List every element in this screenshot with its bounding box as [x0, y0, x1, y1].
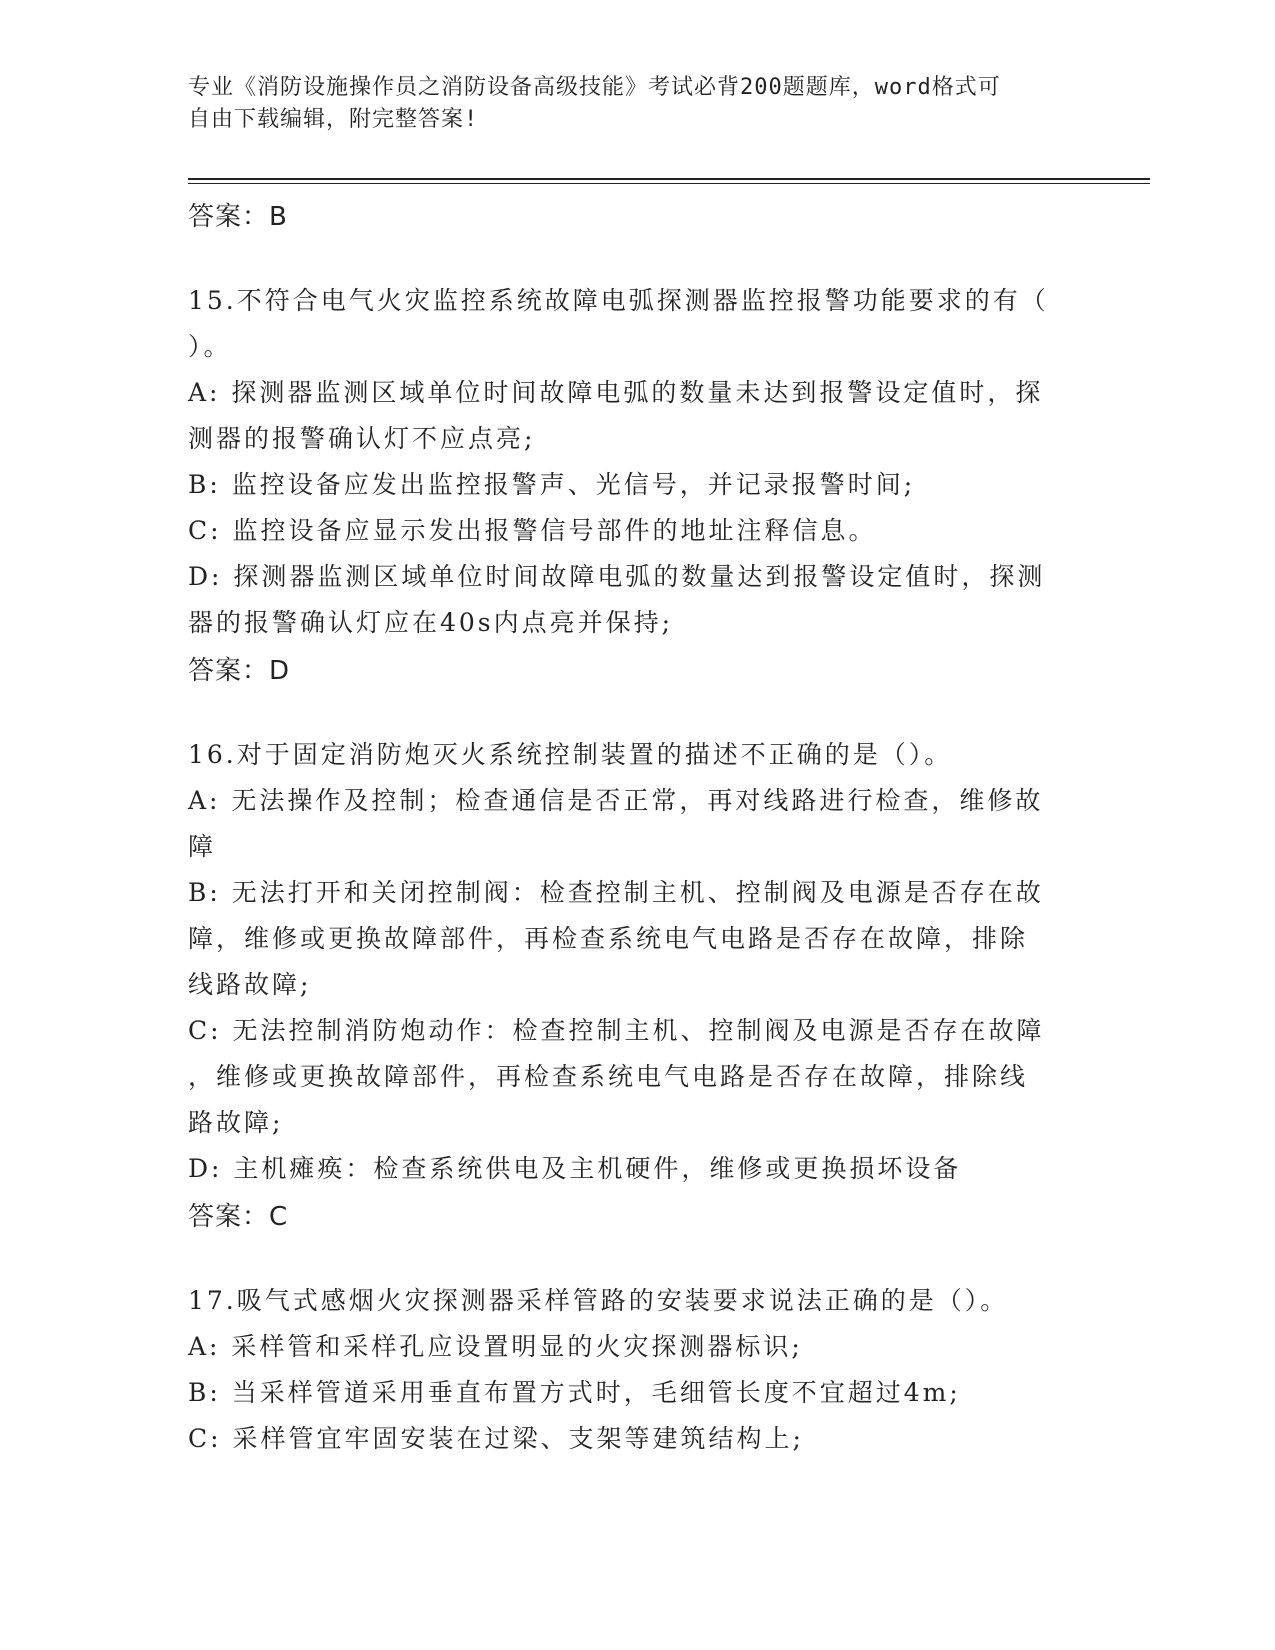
header-rule-thin [188, 183, 1150, 184]
question-17-option-b: B: 当采样管道采用垂直布置方式时，毛细管长度不宜超过4m; [188, 1378, 961, 1407]
question-17 [188, 1278, 1088, 1462]
spacer [188, 242, 1088, 278]
question-16-option-c: C: 无法控制消防炮动作：检查控制主机、控制阀及电源是否存在故障 [188, 1016, 1045, 1045]
question-15-option-d-cont: 器的报警确认灯应在40s内点亮并保持; [188, 608, 674, 637]
answer-previous: 答案：B [188, 202, 288, 232]
question-16 [188, 732, 1088, 1242]
question-17-option-a: A: 采样管和采样孔应设置明显的火灾探测器标识; [188, 1332, 803, 1361]
question-15-option-d: D: 探测器监测区域单位时间故障电弧的数量达到报警设定值时，探测 [188, 562, 1046, 591]
header-line-1: 专业《消防设施操作员之消防设备高级技能》考试必背200题题库，word格式可 [188, 75, 1001, 100]
question-16-option-a: A: 无法操作及控制；检查通信是否正常，再对线路进行检查，维修故 [188, 786, 1044, 815]
question-15-option-c: C: 监控设备应显示发出报警信号部件的地址注释信息。 [188, 516, 877, 545]
question-16-line-1: 16.对于固定消防炮灭火系统控制装置的描述不正确的是（）。 [188, 740, 953, 769]
question-15 [188, 278, 1088, 696]
spacer [188, 696, 1088, 732]
question-15-line-1: 15.不符合电气火灾监控系统故障电弧探测器监控报警功能要求的有（ [188, 286, 1049, 315]
document-header [188, 72, 1088, 136]
question-15-answer: 答案：D [188, 656, 291, 686]
question-17-line-1: 17.吸气式感烟火灾探测器采样管路的安装要求说法正确的是（）。 [188, 1286, 1009, 1315]
question-15-option-b: B: 监控设备应发出监控报警声、光信号，并记录报警时间; [188, 470, 916, 499]
question-16-answer: 答案：C [188, 1202, 289, 1232]
question-15-option-a-cont: 测器的报警确认灯不应点亮; [188, 424, 536, 453]
question-16-option-b-cont-1: 障，维修或更换故障部件，再检查系统电气电路是否存在故障，排除 [188, 924, 1029, 953]
question-17-option-c: C: 采样管宜牢固安装在过梁、支架等建筑结构上; [188, 1424, 804, 1453]
question-15-line-2: ）。 [188, 332, 232, 361]
question-16-option-a-cont: 障 [188, 832, 217, 861]
spacer [188, 1242, 1088, 1278]
header-line-2: 自由下载编辑，附完整答案! [188, 107, 479, 132]
question-15-option-a: A: 探测器监测区域单位时间故障电弧的数量未达到报警设定值时，探 [188, 378, 1044, 407]
question-16-option-b-cont-2: 线路故障; [188, 970, 312, 999]
question-16-option-d: D: 主机瘫痪：检查系统供电及主机硬件，维修或更换损坏设备 [188, 1154, 962, 1183]
question-16-option-c-cont-1: ，维修或更换故障部件，再检查系统电气电路是否存在故障，排除线 [188, 1062, 1029, 1091]
header-rule-thick [188, 178, 1150, 180]
question-16-option-b: B: 无法打开和关闭控制阀：检查控制主机、控制阀及电源是否存在故 [188, 878, 1044, 907]
document-body [188, 192, 1088, 1462]
question-16-option-c-cont-2: 路故障; [188, 1108, 284, 1137]
